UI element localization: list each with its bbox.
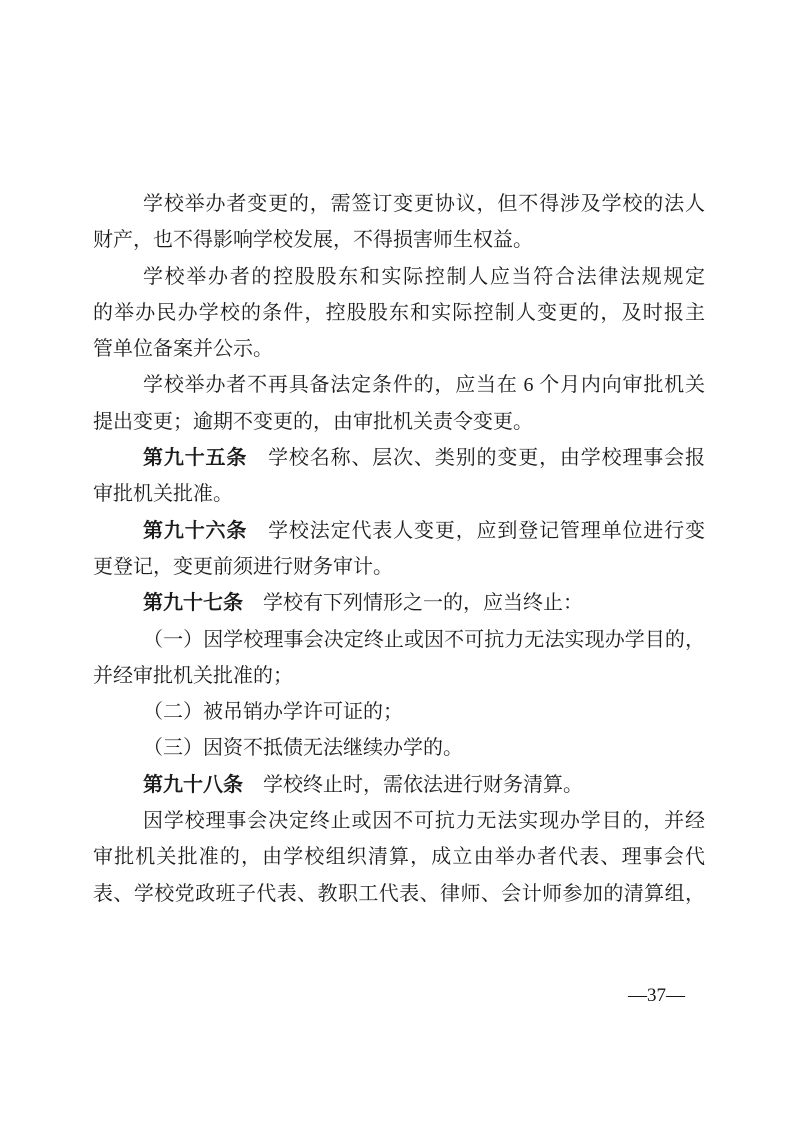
paragraph bbox=[93, 513, 705, 586]
text-line bbox=[93, 367, 705, 403]
text-line bbox=[93, 549, 705, 585]
text-segment: 提出变更；逾期不变更的，由审批机关责令变更。 bbox=[93, 410, 533, 433]
paragraph bbox=[93, 585, 705, 621]
document-body bbox=[93, 186, 705, 912]
text-line bbox=[93, 404, 705, 440]
text-line bbox=[93, 513, 705, 549]
text-line bbox=[93, 259, 705, 295]
text-line bbox=[93, 222, 705, 258]
text-line bbox=[93, 331, 705, 367]
text-segment: （二）被吊销办学许可证的； bbox=[143, 701, 403, 724]
text-line bbox=[93, 694, 705, 730]
text-segment: 表、学校党政班子代表、教职工代表、律师、会计师参加的清算组， bbox=[93, 882, 705, 905]
article-number: 第九十八条 bbox=[143, 773, 243, 796]
text-segment: 学校终止时，需依法进行财务清算。 bbox=[243, 773, 583, 796]
text-line bbox=[93, 767, 705, 803]
text-line bbox=[93, 730, 705, 766]
paragraph bbox=[93, 694, 705, 730]
text-segment: 管单位备案并公示。 bbox=[93, 338, 273, 361]
article-number: 第九十五条 bbox=[143, 447, 248, 470]
text-segment: 学校有下列情形之一的，应当终止： bbox=[243, 592, 583, 615]
page-number: —37— bbox=[628, 985, 685, 1006]
paragraph bbox=[93, 622, 705, 695]
paragraph bbox=[93, 767, 705, 803]
text-line bbox=[93, 876, 705, 912]
text-segment: 学校名称、层次、类别的变更，由学校理事会报 bbox=[247, 447, 705, 470]
text-line bbox=[93, 839, 705, 875]
text-line bbox=[93, 658, 705, 694]
text-line bbox=[93, 622, 705, 658]
text-segment: 学校法定代表人变更，应到登记管理单位进行变 bbox=[247, 519, 705, 542]
text-line bbox=[93, 440, 705, 476]
text-segment: 学校举办者不再具备法定条件的，应当在 6 个月内向审批机关 bbox=[143, 374, 705, 397]
paragraph bbox=[93, 259, 705, 368]
article-number: 第九十六条 bbox=[143, 519, 248, 542]
paragraph bbox=[93, 803, 705, 912]
text-segment: （三）因资不抵债无法继续办学的。 bbox=[143, 737, 463, 760]
text-segment: 并经审批机关批准的； bbox=[93, 664, 293, 687]
paragraph bbox=[93, 730, 705, 766]
text-line bbox=[93, 186, 705, 222]
text-segment: （一）因学校理事会决定终止或因不可抗力无法实现办学目的， bbox=[143, 628, 705, 651]
text-segment: 学校举办者变更的，需签订变更协议，但不得涉及学校的法人 bbox=[143, 193, 705, 215]
paragraph bbox=[93, 367, 705, 440]
text-segment: 更登记，变更前须进行财务审计。 bbox=[93, 555, 393, 578]
text-segment: 因学校理事会决定终止或因不可抗力无法实现办学目的，并经 bbox=[143, 810, 705, 833]
text-segment: 学校举办者的控股股东和实际控制人应当符合法律法规规定 bbox=[143, 265, 705, 288]
paragraph bbox=[93, 440, 705, 513]
article-number: 第九十七条 bbox=[143, 592, 243, 615]
text-line bbox=[93, 295, 705, 331]
text-line bbox=[93, 803, 705, 839]
text-line bbox=[93, 585, 705, 621]
paragraph bbox=[93, 186, 705, 259]
text-segment: 审批机关批准的，由学校组织清算，成立由举办者代表、理事会代 bbox=[93, 846, 705, 869]
text-segment: 审批机关批准。 bbox=[93, 483, 233, 506]
text-segment: 的举办民办学校的条件，控股股东和实际控制人变更的，及时报主 bbox=[93, 301, 705, 324]
text-line bbox=[93, 476, 705, 512]
text-segment: 财产，也不得影响学校发展，不得损害师生权益。 bbox=[93, 229, 533, 252]
